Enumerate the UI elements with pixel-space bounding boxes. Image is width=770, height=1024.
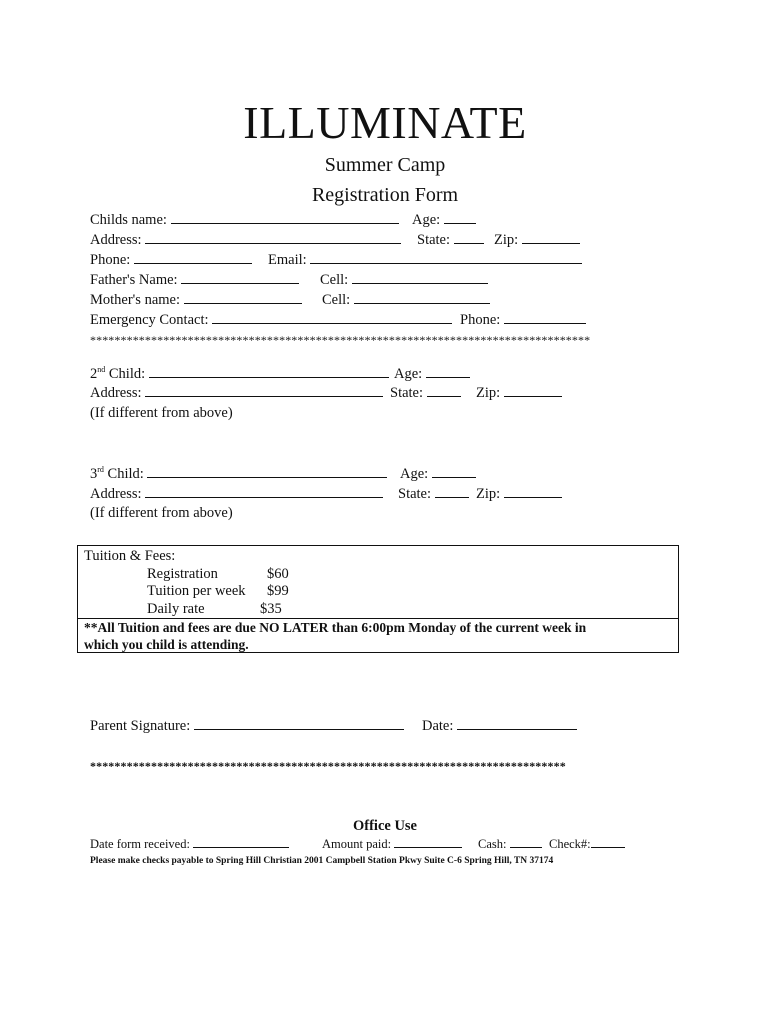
child2-address-field[interactable] xyxy=(145,384,383,397)
cash-label: Cash: xyxy=(478,837,507,851)
child2-address-label: Address: xyxy=(90,385,142,401)
child3-row xyxy=(90,465,387,483)
signature-date-field[interactable] xyxy=(457,717,577,730)
address-label: Address: xyxy=(90,232,142,248)
page-title: ILLUMINATE xyxy=(243,97,527,148)
office-use-heading: Office Use xyxy=(352,818,417,834)
check-field[interactable] xyxy=(591,837,625,848)
state-label: State: xyxy=(417,232,451,248)
child2-address-row xyxy=(90,384,383,402)
child2-sup: nd xyxy=(97,365,106,375)
child-age-field[interactable] xyxy=(444,211,476,224)
tuition-divider xyxy=(78,618,678,619)
address-field[interactable] xyxy=(145,231,401,244)
tuition-notice-line1: **All Tuition and fees are due NO LATER than 6:00pm Monday of the current week in xyxy=(84,620,587,635)
parent-signature-label: Parent Signature: xyxy=(90,718,191,734)
emergency-phone-row xyxy=(460,311,586,329)
father-row xyxy=(90,271,299,289)
child3-age-label: Age: xyxy=(400,466,429,482)
child3-state-field[interactable] xyxy=(435,485,469,498)
child3-num: 3 xyxy=(90,466,98,482)
tuition-box xyxy=(77,545,679,653)
fee-label-tuition-week: Tuition per week xyxy=(147,583,246,599)
page-subtitle: Summer Camp xyxy=(324,154,446,176)
date-received-row xyxy=(90,837,289,852)
father-name-field[interactable] xyxy=(181,271,299,284)
child2-note: (If different from above) xyxy=(90,405,233,421)
amount-paid-label: Amount paid: xyxy=(322,837,392,851)
phone-row xyxy=(90,251,252,269)
child2-row xyxy=(90,365,389,383)
emergency-contact-label: Emergency Contact: xyxy=(90,312,209,328)
address-row xyxy=(90,231,401,249)
child-name-row xyxy=(90,211,399,229)
child-age-row xyxy=(412,211,476,229)
checks-payable-note: Please make checks payable to Spring Hill Christian 2001 Campbell Station Pkwy Suite C-6 Spring Hill, TN 37174 xyxy=(90,856,554,866)
mother-cell-row xyxy=(322,291,490,309)
date-received-label: Date form received: xyxy=(90,837,190,851)
father-cell-field[interactable] xyxy=(352,271,488,284)
mother-cell-label: Cell: xyxy=(322,292,351,308)
cash-field[interactable] xyxy=(510,837,542,848)
signature-date-row xyxy=(422,717,577,735)
child-age-label: Age: xyxy=(412,212,441,228)
mother-row xyxy=(90,291,302,309)
state-row xyxy=(417,231,484,249)
child3-note: (If different from above) xyxy=(90,505,233,521)
child2-age-label: Age: xyxy=(394,366,423,382)
father-cell-label: Cell: xyxy=(320,272,349,288)
tuition-heading: Tuition & Fees: xyxy=(84,548,176,564)
child3-state-row xyxy=(398,485,469,503)
phone-field[interactable] xyxy=(134,251,252,264)
separator-line-2: ****************************************************************************** xyxy=(90,759,566,773)
date-received-field[interactable] xyxy=(193,837,289,848)
email-label: Email: xyxy=(268,252,307,268)
fee-price-tuition-week: $99 xyxy=(267,583,289,599)
child3-address-row xyxy=(90,485,383,503)
child2-state-field[interactable] xyxy=(427,384,461,397)
child3-zip-label: Zip: xyxy=(476,486,501,502)
child2-state-label: State: xyxy=(390,385,424,401)
child3-label: Child: xyxy=(103,466,144,482)
separator-line: ********************************************************************************** xyxy=(90,333,591,347)
fee-label-daily-rate: Daily rate xyxy=(147,601,205,617)
fee-price-registration: $60 xyxy=(267,566,289,582)
emergency-contact-field[interactable] xyxy=(212,311,452,324)
child2-name-field[interactable] xyxy=(149,365,389,378)
zip-row xyxy=(494,231,580,249)
child2-num: 2 xyxy=(90,366,98,382)
amount-paid-row xyxy=(322,837,462,852)
parent-signature-field[interactable] xyxy=(194,717,404,730)
emergency-phone-field[interactable] xyxy=(504,311,586,324)
child-name-field[interactable] xyxy=(171,211,399,224)
father-cell-row xyxy=(320,271,488,289)
child2-state-row xyxy=(390,384,461,402)
child3-sup: rd xyxy=(97,465,104,475)
amount-paid-field[interactable] xyxy=(394,837,462,848)
zip-field[interactable] xyxy=(522,231,580,244)
emergency-phone-label: Phone: xyxy=(460,312,501,328)
form-name: Registration Form xyxy=(311,184,459,206)
zip-label: Zip: xyxy=(494,232,519,248)
child3-zip-field[interactable] xyxy=(504,485,562,498)
state-field[interactable] xyxy=(454,231,484,244)
phone-label: Phone: xyxy=(90,252,131,268)
child3-age-field[interactable] xyxy=(432,465,476,478)
email-field[interactable] xyxy=(310,251,582,264)
fee-price-daily-rate: $35 xyxy=(260,601,282,617)
email-row xyxy=(268,251,582,269)
child3-address-label: Address: xyxy=(90,486,142,502)
fee-label-registration: Registration xyxy=(147,566,218,582)
check-row xyxy=(549,837,625,852)
father-name-label: Father's Name: xyxy=(90,272,178,288)
child3-zip-row xyxy=(476,485,562,503)
child2-age-row xyxy=(394,365,470,383)
child2-label: Child: xyxy=(105,366,146,382)
child3-address-field[interactable] xyxy=(145,485,383,498)
child3-state-label: State: xyxy=(398,486,432,502)
child2-zip-field[interactable] xyxy=(504,384,562,397)
mother-name-field[interactable] xyxy=(184,291,302,304)
emergency-row xyxy=(90,311,452,329)
tuition-notice-line2: which you child is attending. xyxy=(84,637,249,652)
child3-age-row xyxy=(400,465,476,483)
child3-name-field[interactable] xyxy=(147,465,387,478)
mother-cell-field[interactable] xyxy=(354,291,490,304)
cash-row xyxy=(478,837,542,852)
signature-date-label: Date: xyxy=(422,718,454,734)
check-label: Check#: xyxy=(549,837,591,851)
parent-signature-row xyxy=(90,717,404,735)
child2-zip-row xyxy=(476,384,562,402)
mother-name-label: Mother's name: xyxy=(90,292,180,308)
child2-zip-label: Zip: xyxy=(476,385,501,401)
child-name-label: Childs name: xyxy=(90,212,167,228)
child2-age-field[interactable] xyxy=(426,365,470,378)
